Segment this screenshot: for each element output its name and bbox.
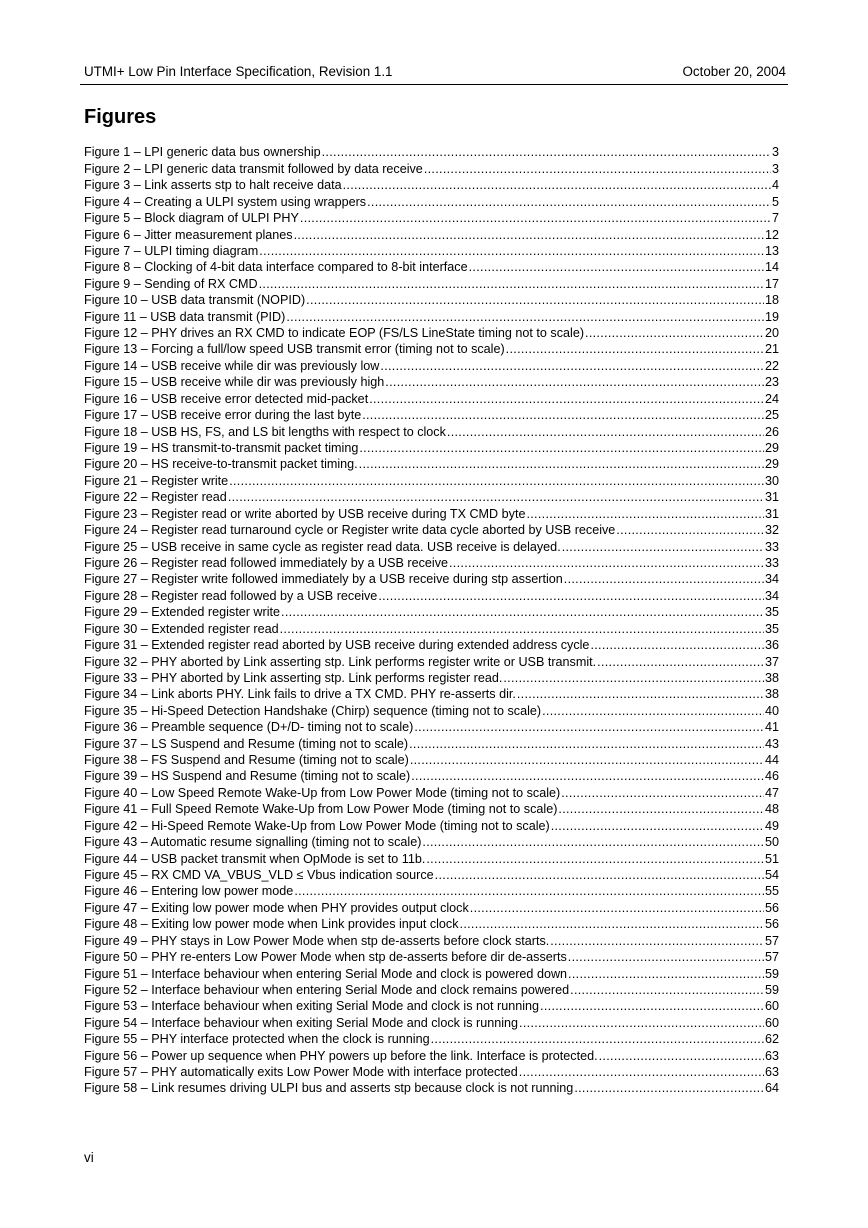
figure-entry[interactable] <box>84 192 779 208</box>
figure-page-number: 35 <box>764 605 779 620</box>
dot-leader <box>597 655 764 669</box>
figure-page-number: 24 <box>764 391 779 406</box>
figure-page-number: 34 <box>764 572 779 587</box>
figure-title: Figure 31 – Extended register read aborted by USB receive during extended address cycle <box>84 638 590 653</box>
dot-leader <box>280 622 764 636</box>
figure-entry[interactable] <box>84 373 779 389</box>
figure-page-number: 60 <box>764 1015 779 1030</box>
figure-title: Figure 56 – Power up sequence when PHY powers up before the link. Interface is protected. <box>84 1048 598 1063</box>
dot-leader <box>551 819 764 833</box>
dot-leader <box>519 1065 764 1079</box>
figures-list <box>84 143 779 1095</box>
figure-entry[interactable] <box>84 898 779 914</box>
figure-title: Figure 44 – USB packet transmit when OpMode is set to 11b. <box>84 851 426 866</box>
dot-leader <box>590 638 764 652</box>
dot-leader <box>367 195 771 209</box>
figure-page-number: 57 <box>764 950 779 965</box>
figure-page-number: 35 <box>764 621 779 636</box>
figure-entry[interactable] <box>84 783 779 799</box>
figure-title: Figure 2 – LPI generic data transmit followed by data receive <box>84 161 423 176</box>
figure-title: Figure 52 – Interface behaviour when entering Serial Mode and clock remains powered <box>84 982 570 997</box>
dot-leader <box>540 999 764 1013</box>
figure-entry[interactable] <box>84 307 779 323</box>
figure-page-number: 18 <box>764 293 779 308</box>
figure-page-number: 51 <box>764 851 779 866</box>
figure-entry[interactable] <box>84 209 779 225</box>
dot-leader <box>585 326 764 340</box>
figure-entry[interactable] <box>84 767 779 783</box>
dot-leader <box>411 769 764 783</box>
figure-title: Figure 15 – USB receive while dir was previously high <box>84 375 385 390</box>
figure-title: Figure 17 – USB receive error during the last byte <box>84 408 362 423</box>
figure-entry[interactable] <box>84 455 779 471</box>
figure-title: Figure 10 – USB data transmit (NOPID) <box>84 293 306 308</box>
dot-leader <box>424 162 771 176</box>
figure-page-number: 14 <box>764 260 779 275</box>
figure-entry[interactable] <box>84 603 779 619</box>
figure-title: Figure 46 – Entering low power mode <box>84 884 294 899</box>
dot-leader <box>460 917 764 931</box>
page-header <box>84 62 786 82</box>
dot-leader <box>542 704 764 718</box>
dot-leader <box>568 967 764 981</box>
figure-entry[interactable] <box>84 356 779 372</box>
dot-leader <box>378 589 764 603</box>
figure-page-number: 20 <box>764 326 779 341</box>
dot-leader <box>422 835 764 849</box>
dot-leader <box>322 145 771 159</box>
figure-page-number: 36 <box>764 638 779 653</box>
figure-title: Figure 43 – Automatic resume signalling (timing not to scale) <box>84 835 422 850</box>
figure-entry[interactable] <box>84 471 779 487</box>
figure-title: Figure 21 – Register write <box>84 473 229 488</box>
figure-page-number: 62 <box>764 1032 779 1047</box>
dot-leader <box>414 720 764 734</box>
figure-title: Figure 51 – Interface behaviour when entering Serial Mode and clock is powered down <box>84 966 568 981</box>
figure-page-number: 38 <box>764 670 779 685</box>
figure-entry[interactable] <box>84 833 779 849</box>
figure-entry[interactable] <box>84 882 779 898</box>
dot-leader <box>259 277 764 291</box>
figure-title: Figure 30 – Extended register read <box>84 621 279 636</box>
figure-page-number: 33 <box>764 555 779 570</box>
dot-leader <box>558 802 764 816</box>
figure-entry[interactable] <box>84 274 779 290</box>
section-heading: Figures <box>84 106 157 128</box>
figure-title: Figure 34 – Link aborts PHY. Link fails to drive a TX CMD. PHY re-asserts dir. <box>84 687 516 702</box>
dot-leader <box>599 1049 764 1063</box>
dot-leader <box>228 490 764 504</box>
dot-leader <box>359 441 764 455</box>
figure-entry[interactable] <box>84 586 779 602</box>
figure-title: Figure 9 – Sending of RX CMD <box>84 276 258 291</box>
figure-entry[interactable] <box>84 866 779 882</box>
figure-page-number: 59 <box>764 966 779 981</box>
figure-title: Figure 26 – Register read followed immediately by a USB receive <box>84 555 448 570</box>
figure-title: Figure 45 – RX CMD VA_VBUS_VLD ≤ Vbus indication source <box>84 867 434 882</box>
dot-leader <box>550 934 764 948</box>
figure-title: Figure 40 – Low Speed Remote Wake-Up from Low Power Mode (timing not to scale) <box>84 785 561 800</box>
figure-title: Figure 41 – Full Speed Remote Wake-Up from Low Power Mode (timing not to scale) <box>84 802 558 817</box>
figure-page-number: 33 <box>764 539 779 554</box>
figure-page-number: 41 <box>764 720 779 735</box>
figure-title: Figure 18 – USB HS, FS, and LS bit lengths with respect to clock <box>84 424 446 439</box>
figure-page-number: 17 <box>764 276 779 291</box>
figure-title: Figure 19 – HS transmit-to-transmit packet timing <box>84 441 359 456</box>
figure-page-number: 64 <box>764 1081 779 1096</box>
figure-title: Figure 42 – Hi-Speed Remote Wake-Up from Low Power Mode (timing not to scale) <box>84 818 550 833</box>
figure-page-number: 3 <box>771 145 779 160</box>
figure-page-number: 30 <box>764 473 779 488</box>
dot-leader <box>447 425 764 439</box>
figure-title: Figure 38 – FS Suspend and Resume (timing not to scale) <box>84 753 409 768</box>
figure-page-number: 47 <box>764 785 779 800</box>
figure-entry[interactable] <box>84 948 779 964</box>
figure-page-number: 29 <box>764 441 779 456</box>
figure-entry[interactable] <box>84 931 779 947</box>
dot-leader <box>385 375 764 389</box>
figure-entry[interactable] <box>84 981 779 997</box>
figure-entry[interactable] <box>84 1030 779 1046</box>
figure-title: Figure 35 – Hi-Speed Detection Handshake (Chirp) sequence (timing not to scale) <box>84 703 542 718</box>
figure-title: Figure 6 – Jitter measurement planes <box>84 227 293 242</box>
figure-title: Figure 24 – Register read turnaround cycle or Register write data cycle aborted by USB receive <box>84 523 616 538</box>
figure-entry[interactable] <box>84 685 779 701</box>
figure-entry[interactable] <box>84 636 779 652</box>
figure-title: Figure 8 – Clocking of 4-bit data interface compared to 8-bit interface <box>84 260 468 275</box>
figure-page-number: 56 <box>764 917 779 932</box>
dot-leader <box>409 737 764 751</box>
figure-entry[interactable] <box>84 340 779 356</box>
figure-entry[interactable] <box>84 1079 779 1095</box>
figure-entry[interactable] <box>84 849 779 865</box>
figure-page-number: 40 <box>764 703 779 718</box>
figure-title: Figure 29 – Extended register write <box>84 605 281 620</box>
figure-entry[interactable] <box>84 619 779 635</box>
figure-title: Figure 3 – Link asserts stp to halt receive data <box>84 178 342 193</box>
dot-leader <box>281 605 764 619</box>
figure-entry[interactable] <box>84 816 779 832</box>
dot-leader <box>229 474 764 488</box>
figure-page-number: 43 <box>764 736 779 751</box>
header-divider <box>80 84 788 85</box>
figure-title: Figure 25 – USB receive in same cycle as register read data. USB receive is delayed. <box>84 539 561 554</box>
dot-leader <box>300 211 771 225</box>
figure-page-number: 23 <box>764 375 779 390</box>
figure-entry[interactable] <box>84 488 779 504</box>
figure-page-number: 4 <box>771 178 779 193</box>
figure-entry[interactable] <box>84 258 779 274</box>
dot-leader <box>410 753 764 767</box>
figure-title: Figure 14 – USB receive while dir was previously low <box>84 358 380 373</box>
dot-leader <box>359 457 764 471</box>
figure-entry[interactable] <box>84 1046 779 1062</box>
figure-page-number: 7 <box>771 211 779 226</box>
figure-title: Figure 13 – Forcing a full/low speed USB transmit error (timing not to scale) <box>84 342 505 357</box>
figure-title: Figure 20 – HS receive-to-transmit packet timing. <box>84 457 358 472</box>
figure-title: Figure 36 – Preamble sequence (D+/D- timing not to scale) <box>84 720 414 735</box>
figure-entry[interactable] <box>84 143 779 159</box>
dot-leader <box>574 1081 764 1095</box>
dot-leader <box>426 852 764 866</box>
dot-leader <box>431 1032 764 1046</box>
dot-leader <box>343 178 771 192</box>
figure-entry[interactable] <box>84 800 779 816</box>
figure-entry[interactable] <box>84 439 779 455</box>
figure-title: Figure 50 – PHY re-enters Low Power Mode when stp de-asserts before dir de-asserts <box>84 950 567 965</box>
document-title: UTMI+ Low Pin Interface Specification, Revision 1.1 <box>84 64 393 79</box>
figure-page-number: 5 <box>771 194 779 209</box>
dot-leader <box>449 556 764 570</box>
figure-page-number: 55 <box>764 884 779 899</box>
figure-title: Figure 55 – PHY interface protected when the clock is running <box>84 1032 430 1047</box>
figure-entry[interactable] <box>84 1013 779 1029</box>
figure-page-number: 13 <box>764 243 779 258</box>
dot-leader <box>362 408 764 422</box>
figure-title: Figure 12 – PHY drives an RX CMD to indicate EOP (FS/LS LineState timing not to scale) <box>84 326 585 341</box>
figure-entry[interactable] <box>84 734 779 750</box>
figure-page-number: 3 <box>771 161 779 176</box>
figure-title: Figure 5 – Block diagram of ULPI PHY <box>84 211 299 226</box>
dot-leader <box>469 260 764 274</box>
figure-title: Figure 32 – PHY aborted by Link asserting stp. Link performs register write or USB transmit. <box>84 654 597 669</box>
dot-leader <box>380 359 764 373</box>
dot-leader <box>519 1016 764 1030</box>
dot-leader <box>561 786 764 800</box>
figure-page-number: 34 <box>764 588 779 603</box>
figure-title: Figure 16 – USB receive error detected mid-packet <box>84 391 369 406</box>
figure-page-number: 12 <box>764 227 779 242</box>
dot-leader <box>286 310 764 324</box>
dot-leader <box>616 523 764 537</box>
figure-page-number: 26 <box>764 424 779 439</box>
figure-title: Figure 49 – PHY stays in Low Power Mode when stp de-asserts before clock starts. <box>84 933 550 948</box>
figure-title: Figure 37 – LS Suspend and Resume (timing not to scale) <box>84 736 409 751</box>
dot-leader <box>435 868 764 882</box>
figure-entry[interactable] <box>84 389 779 405</box>
figure-page-number: 50 <box>764 835 779 850</box>
figure-page-number: 31 <box>764 506 779 521</box>
dot-leader <box>294 228 764 242</box>
dot-leader <box>470 901 764 915</box>
figure-entry[interactable] <box>84 1063 779 1079</box>
dot-leader <box>570 983 764 997</box>
dot-leader <box>526 507 764 521</box>
figure-page-number: 54 <box>764 867 779 882</box>
figure-title: Figure 7 – ULPI timing diagram <box>84 243 259 258</box>
dot-leader <box>306 293 764 307</box>
figure-page-number: 46 <box>764 769 779 784</box>
figure-entry[interactable] <box>84 570 779 586</box>
figure-page-number: 31 <box>764 490 779 505</box>
dot-leader <box>369 392 764 406</box>
figure-title: Figure 48 – Exiting low power mode when Link provides input clock <box>84 917 459 932</box>
figure-page-number: 56 <box>764 900 779 915</box>
figure-entry[interactable] <box>84 176 779 192</box>
dot-leader <box>562 540 764 554</box>
figure-page-number: 19 <box>764 309 779 324</box>
figure-title: Figure 23 – Register read or write aborted by USB receive during TX CMD byte <box>84 506 526 521</box>
figure-title: Figure 11 – USB data transmit (PID) <box>84 309 286 324</box>
figure-page-number: 44 <box>764 753 779 768</box>
figure-entry[interactable] <box>84 751 779 767</box>
figure-entry[interactable] <box>84 718 779 734</box>
figure-entry[interactable] <box>84 964 779 980</box>
figure-page-number: 32 <box>764 523 779 538</box>
figure-entry[interactable] <box>84 669 779 685</box>
page-number: vi <box>84 1150 94 1165</box>
document-date: October 20, 2004 <box>682 64 786 79</box>
figure-entry[interactable] <box>84 406 779 422</box>
figure-page-number: 25 <box>764 408 779 423</box>
figure-title: Figure 1 – LPI generic data bus ownership <box>84 145 321 160</box>
figure-title: Figure 58 – Link resumes driving ULPI bus and asserts stp because clock is not running <box>84 1081 574 1096</box>
figure-title: Figure 54 – Interface behaviour when exiting Serial Mode and clock is running <box>84 1015 519 1030</box>
dot-leader <box>517 687 764 701</box>
figure-title: Figure 53 – Interface behaviour when exiting Serial Mode and clock is not running <box>84 999 540 1014</box>
figure-entry[interactable] <box>84 652 779 668</box>
figure-page-number: 49 <box>764 818 779 833</box>
figure-entry[interactable] <box>84 521 779 537</box>
figure-page-number: 59 <box>764 982 779 997</box>
figure-page-number: 37 <box>764 654 779 669</box>
figure-title: Figure 27 – Register write followed immediately by a USB receive during stp assertion <box>84 572 563 587</box>
figure-title: Figure 57 – PHY automatically exits Low Power Mode with interface protected <box>84 1065 518 1080</box>
figure-title: Figure 39 – HS Suspend and Resume (timing not to scale) <box>84 769 411 784</box>
figure-page-number: 29 <box>764 457 779 472</box>
figure-title: Figure 22 – Register read <box>84 490 227 505</box>
figure-page-number: 22 <box>764 358 779 373</box>
figure-entry[interactable] <box>84 537 779 553</box>
figure-entry[interactable] <box>84 291 779 307</box>
figure-title: Figure 28 – Register read followed by a USB receive <box>84 588 378 603</box>
dot-leader <box>564 572 764 586</box>
figure-page-number: 21 <box>764 342 779 357</box>
dot-leader <box>503 671 764 685</box>
figure-page-number: 48 <box>764 802 779 817</box>
figure-page-number: 63 <box>764 1065 779 1080</box>
dot-leader <box>568 950 764 964</box>
figure-page-number: 63 <box>764 1048 779 1063</box>
figure-entry[interactable] <box>84 422 779 438</box>
figure-page-number: 38 <box>764 687 779 702</box>
figure-entry[interactable] <box>84 701 779 717</box>
figure-entry[interactable] <box>84 242 779 258</box>
figure-entry[interactable] <box>84 997 779 1013</box>
figure-title: Figure 47 – Exiting low power mode when PHY provides output clock <box>84 900 469 915</box>
figure-entry[interactable] <box>84 504 779 520</box>
figure-page-number: 57 <box>764 933 779 948</box>
figure-entry[interactable] <box>84 554 779 570</box>
dot-leader <box>259 244 764 258</box>
figure-title: Figure 4 – Creating a ULPI system using wrappers <box>84 194 367 209</box>
figure-page-number: 60 <box>764 999 779 1014</box>
figure-entry[interactable] <box>84 915 779 931</box>
dot-leader <box>294 884 764 898</box>
dot-leader <box>506 342 764 356</box>
figure-entry[interactable] <box>84 159 779 175</box>
figure-title: Figure 33 – PHY aborted by Link asserting stp. Link performs register read. <box>84 670 503 685</box>
figure-entry[interactable] <box>84 225 779 241</box>
figure-entry[interactable] <box>84 324 779 340</box>
